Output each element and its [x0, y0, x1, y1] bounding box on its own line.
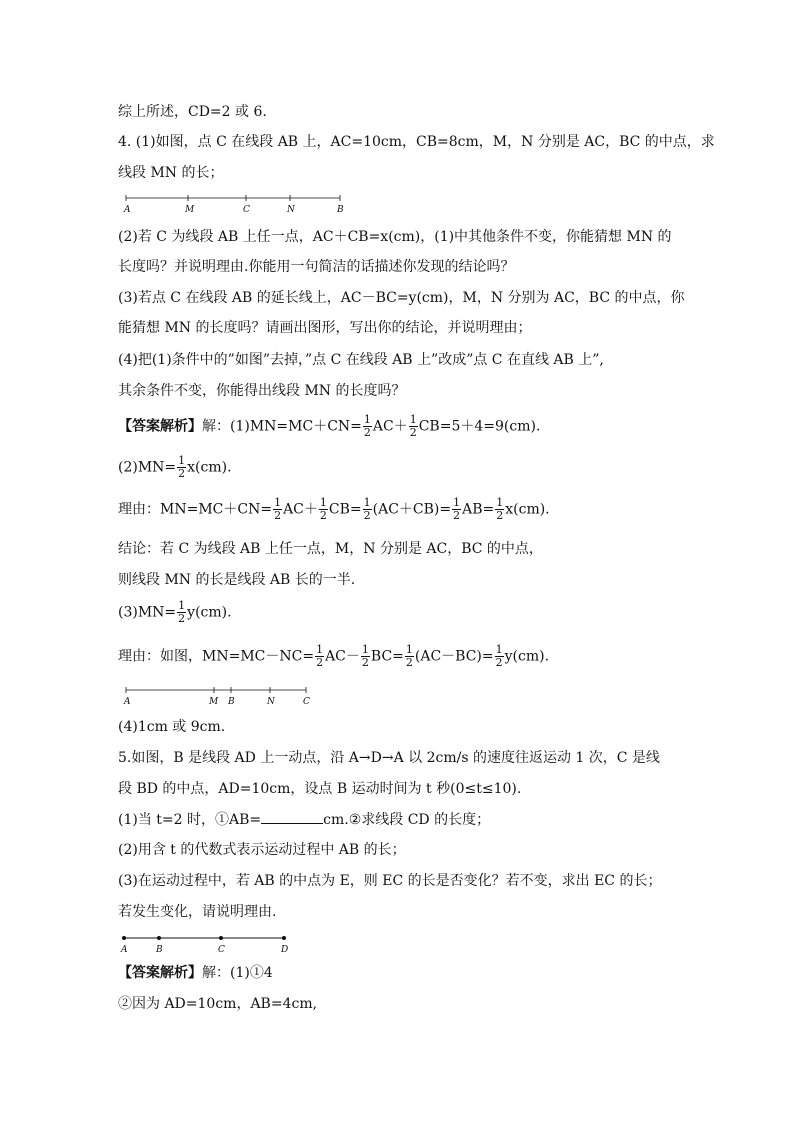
figure-segment-amcnb: [118, 190, 348, 216]
point-label-m: M: [209, 697, 219, 707]
answer-4-part-4: (4)1cm 或 9cm.: [118, 719, 226, 735]
question-5-line-1: 5.如图，B 是线段 AD 上一动点，沿 A→D→A 以 2cm/s 的速度往返运动 1 次，C 是线: [118, 750, 660, 766]
question-4-part-4-line-1: (4)把(1)条件中的”如图”去掉，”点 C 在线段 AB 上”改成”点 C 在直线 AB 上”,: [118, 352, 604, 368]
fraction-one-half: $\frac{1}{2}$: [453, 496, 461, 522]
fraction-one-half: $\frac{1}{2}$: [178, 454, 186, 480]
point-label-m: M: [185, 205, 195, 215]
fraction-one-half: $\frac{1}{2}$: [319, 496, 327, 522]
conclusion-line-2: 则线段 MN 的长是线段 AB 长的一半.: [118, 572, 356, 588]
text-line: 综上所述，CD=2 或 6.: [118, 104, 267, 120]
point-label-c: C: [243, 205, 250, 215]
question-4-part-2-line-2: 长度吗？并说明理由.你能用一句简洁的话描述你发现的结论吗？: [118, 259, 515, 275]
question-4-line-2: 线段 MN 的长；: [118, 165, 224, 181]
answer-label: 【答案解析】: [118, 418, 202, 435]
fraction-one-half: $\frac{1}{2}$: [178, 599, 186, 625]
point-a: [122, 936, 126, 940]
point-label-d: D: [281, 945, 289, 955]
fraction-one-half: $\frac{1}{2}$: [405, 643, 413, 669]
fraction-one-half: $\frac{1}{2}$: [495, 643, 503, 669]
question-4-part-2-line-1: (2)若 C 为线段 AB 上任一点，AC＋CB=x(cm)，(1)中其他条件不变，你能猜想 MN 的: [118, 229, 672, 245]
question-5-part-1: (1)当 t=2 时，①AB= cm.②求线段 CD 的长度；: [118, 812, 491, 828]
fraction-one-half: $\frac{1}{2}$: [409, 413, 417, 439]
question-4-part-4-line-2: 其余条件不变，你能得出线段 MN 的长度吗？: [118, 383, 406, 399]
fraction-one-half: $\frac{1}{2}$: [316, 643, 324, 669]
point-label-c: C: [218, 945, 225, 955]
question-5-part-3-line-1: (3)在运动过程中，若 AB 的中点为 E，则 EC 的长是否变化？若不变，求出 EC 的长；: [118, 873, 662, 889]
answer-4-part-2: (2)MN= $\frac{1}{2}$ x(cm).: [118, 454, 232, 480]
fraction-one-half: $\frac{1}{2}$: [363, 496, 371, 522]
answer-5-line-2: ②因为 AD=10cm，AB=4cm,: [118, 996, 318, 1012]
question-5-line-2: 段 BD 的中点，AD=10cm，设点 B 运动时间为 t 秒(0≤t≤10).: [118, 781, 522, 797]
fraction-one-half: $\frac{1}{2}$: [274, 496, 282, 522]
question-5-part-2: (2)用含 t 的代数式表示运动过程中 AB 的长；: [118, 842, 406, 858]
question-4-part-3-line-2: 能猜想 MN 的长度吗？请画出图形，写出你的结论，并说明理由；: [118, 320, 532, 336]
point-b: [157, 936, 161, 940]
conclusion-line-1: 结论：若 C 为线段 AB 上任一点，M，N 分别是 AC，BC 的中点，: [118, 541, 543, 557]
question-5-part-3-line-2: 若发生变化，请说明理由.: [118, 904, 277, 920]
answer-blank: [261, 810, 323, 824]
question-4-line-1: 4. (1)如图，点 C 在线段 AB 上，AC=10cm，CB=8cm，M，N 分别是 AC，BC 的中点，求: [118, 134, 715, 150]
point-label-b: B: [337, 205, 344, 215]
fraction-one-half: $\frac{1}{2}$: [361, 643, 369, 669]
answer-4-part-3: (3)MN= $\frac{1}{2}$ y(cm).: [118, 599, 232, 625]
figure-segment-ambnc: [118, 682, 318, 708]
fraction-one-half: $\frac{1}{2}$: [496, 496, 504, 522]
point-label-a: A: [124, 697, 131, 707]
question-4-part-3-line-1: (3)若点 C 在线段 AB 的延长线上，AC－BC=y(cm)，M，N 分别为 AC，BC 的中点，你: [118, 290, 685, 306]
point-label-b: B: [156, 945, 163, 955]
point-label-a: A: [124, 205, 131, 215]
answer-4-part-1: 【答案解析】解：(1)MN=MC＋CN= $\frac{1}{2}$ AC＋ $\frac{1}{2}$ CB=5＋4=9(cm).: [118, 413, 541, 439]
answer-label: 【答案解析】: [118, 965, 202, 981]
reason-4-part-2: 理由：MN=MC＋CN= $\frac{1}{2}$ AC＋ $\frac{1}{2}$ CB= $\frac{1}{2}$ (AC＋CB)= $\frac{1}{2}$ AB= $\frac{1}{2}$ x(cm).: [118, 496, 550, 522]
point-label-n: N: [267, 697, 275, 707]
figure-segment-abcd: [114, 930, 294, 956]
point-c: [219, 936, 223, 940]
answer-5-part-1: 【答案解析】解：(1)①4: [118, 965, 273, 981]
fraction-one-half: $\frac{1}{2}$: [363, 413, 371, 439]
reason-4-part-3: 理由：如图，MN=MC－NC= $\frac{1}{2}$ AC－ $\frac{1}{2}$ BC= $\frac{1}{2}$ (AC－BC)= $\frac{1}{2}$ y(cm).: [118, 643, 550, 669]
point-d: [282, 936, 286, 940]
point-label-b: B: [228, 697, 235, 707]
point-label-c: C: [303, 697, 310, 707]
point-label-a: A: [121, 945, 128, 955]
point-label-n: N: [287, 205, 295, 215]
